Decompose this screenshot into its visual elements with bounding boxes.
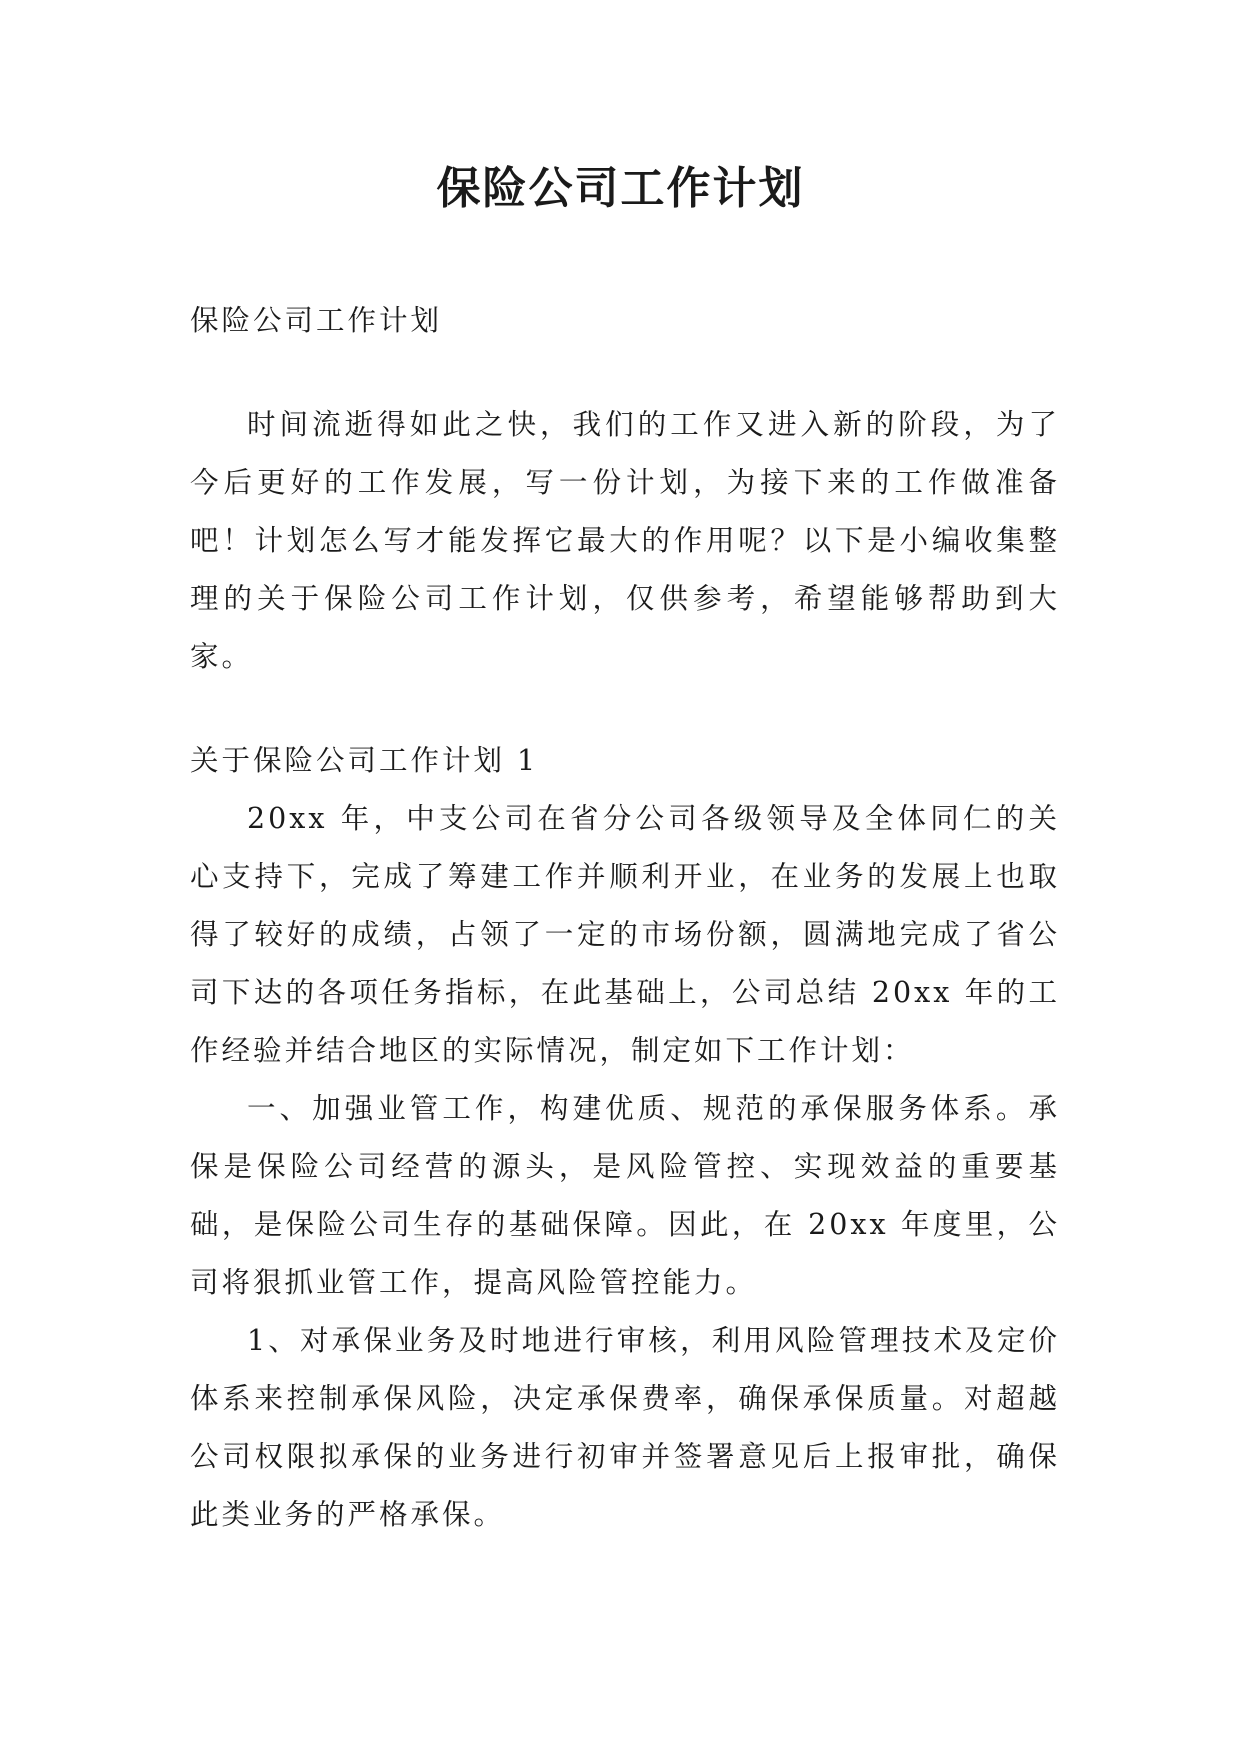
- intro-paragraph: 时间流逝得如此之快，我们的工作又进入新的阶段，为了今后更好的工作发展，写一份计划，为接下来的工作做准备吧！计划怎么写才能发挥它最大的作用呢？以下是小编收集整理的关于保险公司工作计划，仅供参考，希望能够帮助到大家。: [190, 408, 1060, 673]
- body-paragraph-2: 一、加强业管工作，构建优质、规范的承保服务体系。承保是保险公司经营的源头，是风险管控、实现效益的重要基础，是保险公司生存的基础保障。因此，在 20xx 年度里，公司将狠抓业管工作，提高风险管控能力。: [190, 1092, 1060, 1299]
- body-paragraph-1: 20xx 年，中支公司在省分公司各级领导及全体同仁的关心支持下，完成了筹建工作并顺利开业，在业务的发展上也取得了较好的成绩，占领了一定的市场份额，圆满地完成了省公司下达的各项任务指标，在此基础上，公司总结 20xx 年的工作经验并结合地区的实际情况，制定如下工作计划：: [190, 802, 1060, 1067]
- body-paragraph-3: 1、对承保业务及时地进行审核，利用风险管理技术及定价体系来控制承保风险，决定承保费率，确保承保质量。对超越公司权限拟承保的业务进行初审并签署意见后上报审批，确保此类业务的严格承保。: [190, 1324, 1060, 1531]
- document-title: 保险公司工作计划: [436, 163, 805, 214]
- section-heading: 关于保险公司工作计划 1: [190, 744, 539, 777]
- document-body: [190, 292, 1060, 1544]
- document-subtitle: 保险公司工作计划: [190, 304, 443, 337]
